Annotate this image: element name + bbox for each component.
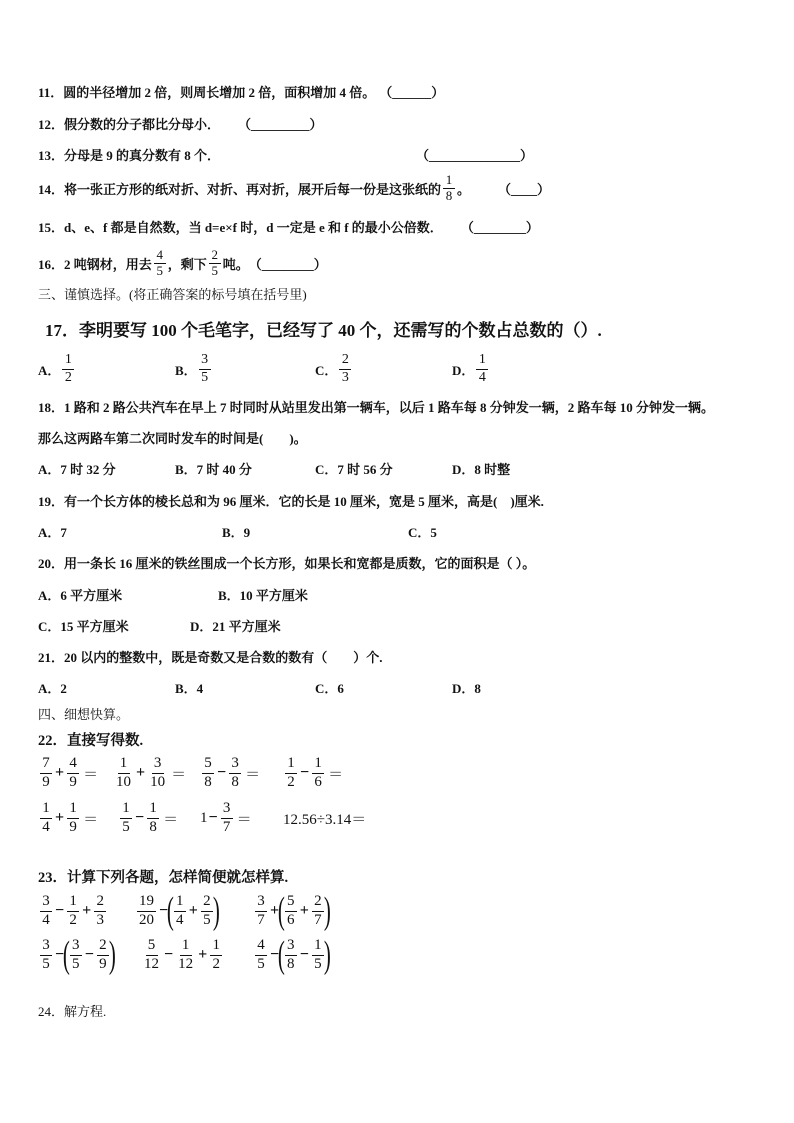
denominator: 4 — [42, 911, 50, 928]
fraction — [148, 755, 167, 791]
equals-sign: ＝ — [236, 811, 252, 828]
denominator: 12 — [144, 955, 159, 972]
fraction — [62, 352, 74, 385]
numerator: 2 — [312, 893, 324, 911]
q23-row-1 — [0, 888, 794, 934]
denominator: 7 — [222, 818, 231, 835]
numerator: 3 — [221, 800, 233, 818]
equals-sign: ＝ — [328, 766, 344, 783]
numerator: 3 — [229, 755, 241, 773]
numerator: 3 — [70, 937, 82, 955]
fraction — [67, 800, 79, 836]
equals-sign: ＝ — [171, 766, 187, 783]
q22-expression — [200, 755, 260, 791]
numerator: 1 — [40, 800, 52, 818]
denominator: 10 — [150, 773, 166, 790]
numerator: 1 — [443, 173, 455, 189]
question-12 — [38, 115, 323, 131]
operator: + — [270, 902, 280, 919]
question-11 — [38, 83, 444, 99]
fraction — [142, 937, 161, 973]
question-text-tail: 。 — [457, 181, 471, 197]
fraction — [70, 937, 82, 973]
question-18-options — [0, 460, 794, 476]
question-text: 20．用一条长 16 厘米的铁丝围成一个长方形，如果长和宽都是质数，它的面积是（ ）。 — [38, 555, 536, 571]
question-title: 22．直接写得数. — [38, 732, 144, 749]
option-a: A．7 时 32 分 — [38, 461, 116, 477]
question-text: 16．2 吨钢材，用去 — [38, 256, 152, 272]
question-20-options-row1 — [0, 586, 794, 602]
question-14 — [38, 172, 550, 204]
q23-expression — [253, 932, 329, 978]
operator: − — [84, 946, 94, 963]
denominator: 20 — [139, 911, 154, 928]
operator: + — [198, 946, 208, 963]
fraction — [201, 893, 213, 929]
question-23 — [38, 868, 288, 884]
option-b — [175, 350, 213, 388]
denominator: 5 — [203, 911, 211, 928]
operator: + — [55, 809, 65, 826]
denominator: 9 — [42, 773, 50, 790]
operator: + — [82, 902, 92, 919]
denominator: 5 — [42, 955, 50, 972]
fraction — [40, 937, 52, 973]
question-15 — [38, 218, 539, 234]
q23-expression — [140, 932, 224, 978]
fraction — [285, 937, 297, 973]
numerator: 3 — [199, 352, 211, 369]
question-20 — [38, 554, 535, 570]
denominator: 2 — [69, 911, 77, 928]
question-text: 21．20 以内的整数中，既是奇数又是合数的数有（ ）个. — [38, 649, 383, 665]
numerator: 3 — [255, 893, 267, 911]
operator: − — [270, 946, 280, 963]
fraction — [221, 800, 233, 836]
right-parenthesis: ) — [323, 934, 331, 976]
operator: − — [300, 764, 310, 781]
denominator: 8 — [149, 818, 157, 835]
question-20-options-row2 — [0, 617, 794, 633]
operator: + — [299, 902, 309, 919]
fraction — [255, 893, 267, 929]
fraction — [312, 937, 324, 973]
denominator: 5 — [257, 955, 265, 972]
numerator: 19 — [137, 893, 156, 911]
fraction — [137, 893, 156, 929]
fraction — [285, 755, 297, 791]
operator: − — [159, 902, 169, 919]
numerator: 7 — [40, 755, 52, 773]
option-d: D．21 平方厘米 — [190, 618, 281, 634]
question-24 — [38, 1002, 106, 1018]
denominator: 9 — [69, 818, 77, 835]
left-parenthesis: ( — [166, 890, 174, 932]
left-parenthesis: ( — [62, 934, 70, 976]
question-text: 18．1 路和 2 路公共汽车在早上 7 时同时从站里发出第一辆车，以后 1 路车每 8 分钟发一辆，2 路车每 10 分钟发一辆。 — [38, 399, 715, 415]
decimal-expression: 12.56÷3.14＝ — [283, 811, 367, 828]
numerator: 1 — [67, 800, 79, 818]
answer-blank: （______） — [379, 84, 445, 100]
fraction — [120, 800, 132, 836]
operator: − — [299, 946, 309, 963]
denominator: 10 — [116, 773, 131, 790]
numerator: 2 — [339, 352, 351, 369]
option-b: B．4 — [175, 680, 204, 696]
fraction — [255, 937, 267, 973]
numerator: 1 — [67, 893, 79, 911]
question-text: 12．假分数的分子都比分母小． — [38, 116, 221, 132]
operator: − — [135, 809, 145, 826]
q22-row-1 — [0, 755, 794, 791]
operator: − — [164, 946, 174, 963]
section-title: 四、细想快算。 — [38, 706, 130, 722]
fraction — [199, 352, 211, 385]
denominator: 5 — [72, 955, 80, 972]
denominator: 7 — [257, 911, 265, 928]
left-parenthesis: ( — [277, 890, 285, 932]
fraction — [339, 352, 351, 385]
denominator: 3 — [341, 369, 349, 385]
option-label: C． — [315, 362, 338, 378]
question-19-options — [0, 523, 794, 539]
right-parenthesis: ) — [323, 890, 331, 932]
question-text: 13．分母是 9 的真分数有 8 个． — [38, 147, 221, 163]
numerator: 1 — [180, 937, 192, 955]
option-c: C．15 平方厘米 — [38, 618, 129, 634]
numerator: 1 — [174, 893, 186, 911]
denominator: 8 — [204, 773, 212, 790]
option-b: B．9 — [222, 524, 251, 540]
equals-sign: ＝ — [245, 766, 261, 783]
denominator: 6 — [287, 911, 295, 928]
denominator: 8 — [287, 955, 295, 972]
q22-expression — [112, 755, 186, 791]
question-17 — [45, 317, 602, 339]
q23-expression — [135, 888, 218, 934]
denominator: 8 — [445, 187, 453, 203]
equals-sign: ＝ — [83, 766, 99, 783]
option-c — [315, 350, 353, 388]
denominator: 3 — [96, 911, 104, 928]
question-text: 那么这两路车第二次同时发车的时间是( )。 — [38, 430, 307, 446]
question-text: 11．圆的半径增加 2 倍，则周长增加 2 倍，面积增加 4 倍。 — [38, 84, 376, 100]
denominator: 4 — [42, 818, 50, 835]
denominator: 5 — [156, 262, 164, 278]
question-21 — [38, 648, 383, 664]
numerator: 1 — [312, 937, 324, 955]
denominator: 4 — [478, 369, 486, 385]
fraction — [476, 352, 488, 385]
numerator: 3 — [152, 755, 164, 773]
denominator: 12 — [178, 955, 194, 972]
question-title: 23．计算下列各题，怎样简便就怎样算. — [38, 869, 289, 886]
question-13 — [38, 146, 533, 162]
q23-row-2 — [0, 932, 794, 978]
right-parenthesis: ) — [108, 934, 116, 976]
numerator: 3 — [285, 937, 297, 955]
numerator: 5 — [285, 893, 297, 911]
numerator: 1 — [312, 755, 324, 773]
fraction — [114, 755, 133, 791]
question-19 — [38, 492, 544, 508]
section-heading-choice — [38, 285, 307, 301]
fraction — [285, 893, 297, 929]
option-c: C．5 — [408, 524, 437, 540]
equals-sign: ＝ — [163, 811, 179, 828]
section-title: 三、谨慎选择。(将正确答案的标号填在括号里) — [38, 286, 307, 302]
numerator: 1 — [120, 800, 132, 818]
question-18-continued — [38, 429, 307, 445]
denominator: 7 — [314, 911, 322, 928]
denominator: 2 — [212, 955, 220, 972]
denominator: 8 — [231, 773, 239, 790]
denominator: 5 — [201, 369, 209, 385]
fraction — [209, 248, 221, 279]
denominator: 5 — [122, 818, 130, 835]
fraction — [94, 893, 106, 929]
question-17-options — [0, 350, 794, 388]
operator: − — [217, 764, 227, 781]
fraction — [40, 755, 52, 791]
denominator: 5 — [211, 262, 219, 278]
question-text: 吨。 — [222, 256, 249, 272]
denominator: 2 — [64, 369, 72, 385]
option-a: A．7 — [38, 524, 67, 540]
fraction — [174, 893, 186, 929]
numerator: 1 — [147, 800, 159, 818]
q23-expression — [253, 888, 329, 934]
option-label: B． — [175, 362, 197, 378]
numerator: 2 — [209, 248, 221, 264]
option-label: D． — [452, 362, 475, 378]
numerator: 1 — [285, 755, 297, 773]
question-22 — [38, 731, 143, 747]
answer-blank: （_________） — [238, 116, 323, 132]
equals-sign: ＝ — [83, 811, 99, 828]
numerator: 2 — [97, 937, 109, 955]
question-text: 14．将一张正方形的纸对折、对折、再对折，展开后每一份是这张纸的 — [38, 181, 442, 197]
question-18 — [38, 398, 714, 414]
option-b: B．7 时 40 分 — [175, 461, 252, 477]
answer-blank: （______________） — [416, 147, 534, 163]
numerator: 1 — [118, 755, 130, 773]
section-heading-calc — [38, 705, 129, 721]
fraction — [443, 173, 455, 204]
fraction — [67, 893, 79, 929]
option-a: A．2 — [38, 680, 67, 696]
right-parenthesis: ) — [212, 890, 220, 932]
fraction — [147, 800, 159, 836]
fraction — [312, 893, 324, 929]
denominator: 2 — [287, 773, 295, 790]
fraction — [312, 755, 324, 791]
fraction — [210, 937, 222, 973]
numerator: 1 — [476, 352, 488, 369]
numerator: 4 — [255, 937, 267, 955]
q22-expression — [38, 800, 98, 836]
numerator: 2 — [201, 893, 213, 911]
denominator: 9 — [69, 773, 77, 790]
option-d: D．8 时整 — [452, 461, 511, 477]
fraction — [229, 755, 241, 791]
q22-row-2 — [0, 800, 794, 836]
q22-expression — [200, 800, 252, 836]
answer-blank: （________） — [248, 256, 327, 272]
operator: − — [55, 946, 65, 963]
numerator: 4 — [154, 248, 166, 264]
option-b: B．10 平方厘米 — [218, 587, 308, 603]
denominator: 5 — [314, 955, 322, 972]
question-title: 24．解方程. — [38, 1003, 107, 1019]
q23-expression — [38, 932, 114, 978]
denominator: 4 — [176, 911, 184, 928]
question-text: 15．d、e、f 都是自然数，当 d=e×f 时，d 一定是 e 和 f 的最小公倍数． — [38, 219, 443, 235]
numerator: 5 — [146, 937, 158, 955]
option-c: C．6 — [315, 680, 344, 696]
numerator: 2 — [94, 893, 106, 911]
option-a — [38, 350, 76, 388]
operator: + — [55, 764, 65, 781]
fraction — [202, 755, 214, 791]
answer-blank: （____） — [498, 181, 551, 197]
option-a: A．6 平方厘米 — [38, 587, 123, 603]
fraction — [67, 755, 79, 791]
numerator: 4 — [67, 755, 79, 773]
question-text: ，剩下 — [167, 256, 207, 272]
denominator: 6 — [314, 773, 322, 790]
question-16 — [38, 247, 327, 279]
whole-number: 1 — [200, 809, 208, 826]
operator: − — [208, 809, 218, 826]
fraction — [40, 893, 52, 929]
option-d — [452, 350, 490, 388]
q23-expression — [38, 888, 108, 934]
q22-expression — [283, 800, 366, 836]
fraction — [154, 248, 166, 279]
numerator: 3 — [40, 937, 52, 955]
operator: − — [55, 902, 65, 919]
q22-expression — [38, 755, 98, 791]
operator: + — [188, 902, 198, 919]
option-label: A． — [38, 362, 61, 378]
denominator: 9 — [99, 955, 107, 972]
fraction — [97, 937, 109, 973]
fraction — [176, 937, 195, 973]
q22-expression — [118, 800, 178, 836]
numerator: 1 — [210, 937, 222, 955]
numerator: 5 — [202, 755, 214, 773]
answer-blank: （________） — [460, 219, 539, 235]
question-text: 17．李明要写 100 个毛笔字，已经写了 40 个，还需写的个数占总数的（）. — [45, 320, 602, 340]
question-text: 19．有一个长方体的棱长总和为 96 厘米．它的长是 10 厘米，宽是 5 厘米，高是( )厘米. — [38, 493, 544, 509]
option-c: C．7 时 56 分 — [315, 461, 393, 477]
numerator: 3 — [40, 893, 52, 911]
left-parenthesis: ( — [277, 934, 285, 976]
q22-expression — [283, 755, 343, 791]
fraction — [40, 800, 52, 836]
option-d: D．8 — [452, 680, 481, 696]
question-21-options — [0, 679, 794, 695]
operator: + — [136, 764, 146, 781]
numerator: 1 — [62, 352, 74, 369]
